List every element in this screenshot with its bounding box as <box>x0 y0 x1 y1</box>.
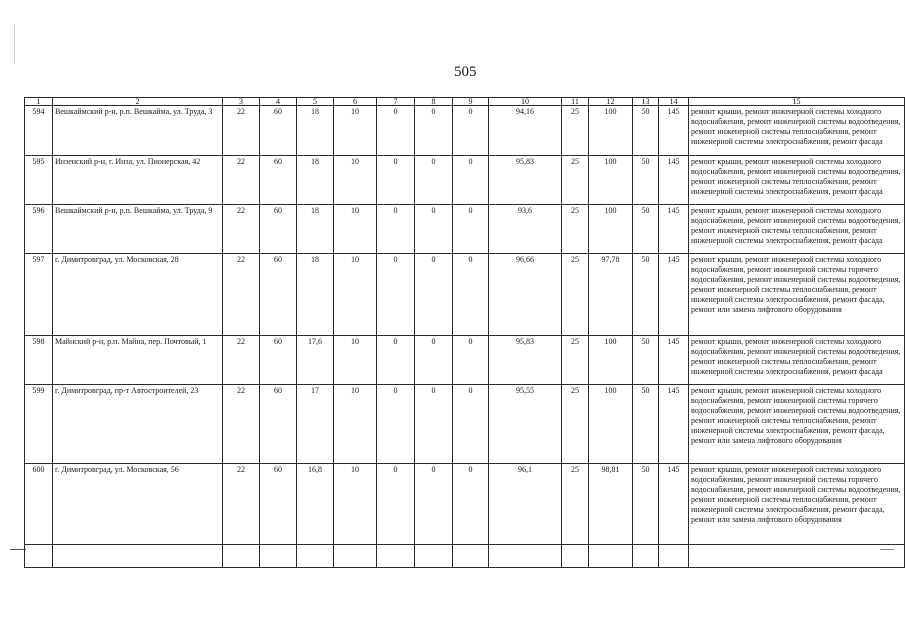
column-header: 6 <box>334 98 377 106</box>
value-cell: 18 <box>297 156 334 205</box>
row-number: 594 <box>25 106 53 156</box>
value-cell: 0 <box>377 205 415 254</box>
value-cell: 145 <box>659 464 689 545</box>
column-header: 7 <box>377 98 415 106</box>
column-header: 8 <box>415 98 453 106</box>
value-cell: 95,83 <box>489 156 562 205</box>
value-cell: 17,6 <box>297 336 334 385</box>
value-cell: 17 <box>297 385 334 464</box>
value-cell: 60 <box>260 464 297 545</box>
value-cell: 145 <box>659 156 689 205</box>
address-cell: Майнский р-н, р.п. Майна, пер. Почтовый, 1 <box>53 336 223 385</box>
value-cell: 145 <box>659 205 689 254</box>
value-cell: 100 <box>589 336 633 385</box>
repair-program-table <box>24 97 905 568</box>
value-cell: 60 <box>260 106 297 156</box>
row-number: 595 <box>25 156 53 205</box>
value-cell: 25 <box>562 106 589 156</box>
value-cell: 25 <box>562 254 589 336</box>
value-cell: 50 <box>633 156 659 205</box>
row-number: 597 <box>25 254 53 336</box>
value-cell: 93,6 <box>489 205 562 254</box>
value-cell: 18 <box>297 254 334 336</box>
value-cell: 50 <box>633 254 659 336</box>
table-row <box>25 205 905 254</box>
column-header: 5 <box>297 98 334 106</box>
empty-cell <box>377 545 415 568</box>
value-cell: 22 <box>223 205 260 254</box>
value-cell: 145 <box>659 254 689 336</box>
value-cell: 10 <box>334 464 377 545</box>
value-cell: 10 <box>334 205 377 254</box>
value-cell: 50 <box>633 385 659 464</box>
empty-cell <box>25 545 53 568</box>
column-header: 12 <box>589 98 633 106</box>
value-cell: 25 <box>562 156 589 205</box>
scan-edge-mark <box>14 24 15 64</box>
value-cell: 22 <box>223 254 260 336</box>
empty-cell <box>53 545 223 568</box>
value-cell: 60 <box>260 205 297 254</box>
value-cell: 0 <box>377 464 415 545</box>
empty-cell <box>659 545 689 568</box>
value-cell: 96,1 <box>489 464 562 545</box>
value-cell: 0 <box>377 385 415 464</box>
value-cell: 60 <box>260 156 297 205</box>
address-cell: Вешкаймский р-н, р.п. Вешкайма, ул. Труда, 9 <box>53 205 223 254</box>
value-cell: 96,66 <box>489 254 562 336</box>
value-cell: 25 <box>562 464 589 545</box>
empty-cell <box>260 545 297 568</box>
value-cell: 95,55 <box>489 385 562 464</box>
value-cell: 0 <box>453 385 489 464</box>
table-row <box>25 385 905 464</box>
value-cell: 0 <box>453 106 489 156</box>
empty-cell <box>223 545 260 568</box>
empty-cell <box>633 545 659 568</box>
empty-cell <box>453 545 489 568</box>
column-header: 13 <box>633 98 659 106</box>
column-header: 14 <box>659 98 689 106</box>
value-cell: 22 <box>223 385 260 464</box>
works-cell: ремонт крыши, ремонт инженерной системы холодного водоснабжения, ремонт инженерной системы водоотведения, ремонт инженерной системы теплоснабжения, ремонт инженерной системы электроснабжения, ремонт фасада <box>689 205 905 254</box>
empty-cell <box>297 545 334 568</box>
address-cell: г. Димитровград, пр-т Автостроителей, 23 <box>53 385 223 464</box>
value-cell: 97,78 <box>589 254 633 336</box>
value-cell: 100 <box>589 205 633 254</box>
value-cell: 0 <box>377 336 415 385</box>
value-cell: 100 <box>589 156 633 205</box>
value-cell: 94,16 <box>489 106 562 156</box>
repair-program-table-container <box>24 97 901 568</box>
column-header: 15 <box>689 98 905 106</box>
value-cell: 10 <box>334 106 377 156</box>
value-cell: 10 <box>334 156 377 205</box>
value-cell: 60 <box>260 336 297 385</box>
value-cell: 0 <box>453 336 489 385</box>
column-header: 4 <box>260 98 297 106</box>
value-cell: 100 <box>589 385 633 464</box>
value-cell: 10 <box>334 336 377 385</box>
value-cell: 22 <box>223 156 260 205</box>
value-cell: 145 <box>659 106 689 156</box>
value-cell: 0 <box>453 464 489 545</box>
value-cell: 22 <box>223 464 260 545</box>
value-cell: 98,81 <box>589 464 633 545</box>
value-cell: 10 <box>334 385 377 464</box>
value-cell: 145 <box>659 336 689 385</box>
value-cell: 25 <box>562 205 589 254</box>
value-cell: 25 <box>562 385 589 464</box>
empty-cell <box>589 545 633 568</box>
column-header: 3 <box>223 98 260 106</box>
empty-cell <box>689 545 905 568</box>
value-cell: 18 <box>297 106 334 156</box>
value-cell: 50 <box>633 205 659 254</box>
table-row <box>25 254 905 336</box>
page-number: 505 <box>454 64 477 80</box>
table-row <box>25 336 905 385</box>
empty-table-row <box>25 545 905 568</box>
empty-cell <box>562 545 589 568</box>
value-cell: 95,83 <box>489 336 562 385</box>
table-row <box>25 106 905 156</box>
value-cell: 0 <box>415 205 453 254</box>
column-header: 10 <box>489 98 562 106</box>
works-cell: ремонт крыши, ремонт инженерной системы холодного водоснабжения, ремонт инженерной системы горячего водоснабжения, ремонт инженерной системы водоотведения, ремонт инженерной системы теплоснабжения, ремонт инженерной системы электроснабжения, ремонт фасада, ремонт или замена лифтового оборудования <box>689 254 905 336</box>
value-cell: 50 <box>633 464 659 545</box>
row-number: 596 <box>25 205 53 254</box>
value-cell: 0 <box>377 254 415 336</box>
empty-cell <box>334 545 377 568</box>
works-cell: ремонт крыши, ремонт инженерной системы холодного водоснабжения, ремонт инженерной системы горячего водоснабжения, ремонт инженерной системы водоотведения, ремонт инженерной системы теплоснабжения, ремонт инженерной системы электроснабжения, ремонт фасада, ремонт или замена лифтового оборудования <box>689 385 905 464</box>
address-cell: г. Димитровград, ул. Московская, 56 <box>53 464 223 545</box>
value-cell: 16,8 <box>297 464 334 545</box>
value-cell: 145 <box>659 385 689 464</box>
value-cell: 10 <box>334 254 377 336</box>
empty-cell <box>415 545 453 568</box>
value-cell: 0 <box>415 156 453 205</box>
table-row <box>25 156 905 205</box>
value-cell: 0 <box>453 254 489 336</box>
works-cell: ремонт крыши, ремонт инженерной системы холодного водоснабжения, ремонт инженерной системы водоотведения, ремонт инженерной системы теплоснабжения, ремонт инженерной системы электроснабжения, ремонт фасада <box>689 106 905 156</box>
value-cell: 0 <box>415 336 453 385</box>
value-cell: 50 <box>633 106 659 156</box>
value-cell: 0 <box>377 156 415 205</box>
address-cell: Инзенский р-н, г. Инза, ул. Пионерская, 42 <box>53 156 223 205</box>
table-row <box>25 464 905 545</box>
value-cell: 0 <box>453 156 489 205</box>
value-cell: 0 <box>415 464 453 545</box>
value-cell: 100 <box>589 106 633 156</box>
works-cell: ремонт крыши, ремонт инженерной системы холодного водоснабжения, ремонт инженерной системы горячего водоснабжения, ремонт инженерной системы водоотведения, ремонт инженерной системы теплоснабжения, ремонт инженерной системы электроснабжения, ремонт фасада, ремонт или замена лифтового оборудования <box>689 464 905 545</box>
value-cell: 50 <box>633 336 659 385</box>
value-cell: 0 <box>453 205 489 254</box>
value-cell: 25 <box>562 336 589 385</box>
row-number: 600 <box>25 464 53 545</box>
value-cell: 0 <box>415 385 453 464</box>
header-row <box>25 98 905 106</box>
value-cell: 0 <box>415 254 453 336</box>
column-header: 11 <box>562 98 589 106</box>
value-cell: 60 <box>260 385 297 464</box>
address-cell: Вешкаймский р-н, р.п. Вешкайма, ул. Труда, 3 <box>53 106 223 156</box>
row-number: 599 <box>25 385 53 464</box>
address-cell: г. Димитровград, ул. Московская, 28 <box>53 254 223 336</box>
works-cell: ремонт крыши, ремонт инженерной системы холодного водоснабжения, ремонт инженерной системы водоотведения, ремонт инженерной системы теплоснабжения, ремонт инженерной системы электроснабжения, ремонт фасада <box>689 336 905 385</box>
column-header: 9 <box>453 98 489 106</box>
column-header: 1 <box>25 98 53 106</box>
column-header: 2 <box>53 98 223 106</box>
value-cell: 0 <box>415 106 453 156</box>
value-cell: 22 <box>223 336 260 385</box>
value-cell: 60 <box>260 254 297 336</box>
value-cell: 18 <box>297 205 334 254</box>
works-cell: ремонт крыши, ремонт инженерной системы холодного водоснабжения, ремонт инженерной системы водоотведения, ремонт инженерной системы теплоснабжения, ремонт инженерной системы электроснабжения, ремонт фасада <box>689 156 905 205</box>
empty-cell <box>489 545 562 568</box>
value-cell: 0 <box>377 106 415 156</box>
row-number: 598 <box>25 336 53 385</box>
value-cell: 22 <box>223 106 260 156</box>
